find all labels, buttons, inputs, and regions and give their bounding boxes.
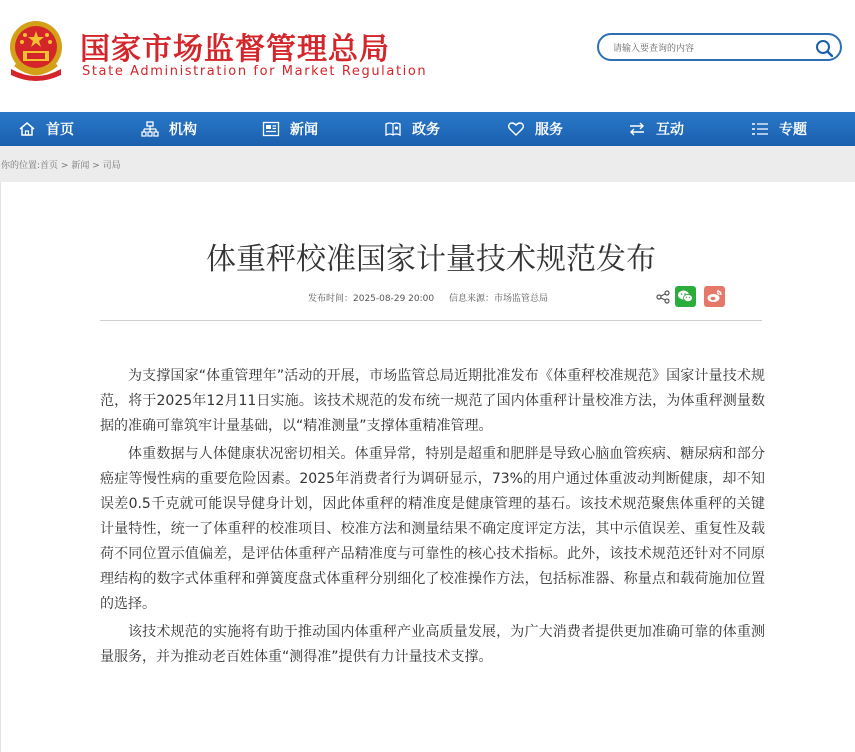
weibo-share-button[interactable] [704, 286, 725, 307]
wechat-icon [675, 286, 696, 307]
article-title: 体重秤校准国家计量技术规范发布 [206, 242, 656, 277]
main-nav [0, 112, 855, 146]
breadcrumb-link-news[interactable]: 新闻 [71, 161, 90, 171]
nav-label: 新闻 [290, 122, 318, 138]
exchange-icon [628, 121, 646, 137]
search-input[interactable] [611, 39, 810, 59]
government-affairs-icon [384, 121, 402, 137]
article-paragraph: 该技术规范的实施将有助于推动国内体重秤产业高质量发展，为广大消费者提供更加准确可靠的体重测量服务，并为推动老百姓体重“测得准”提供有力计量技术支撑。 [100, 624, 765, 665]
search-box [597, 33, 842, 61]
nav-label: 互动 [656, 122, 684, 138]
divider [100, 320, 762, 321]
news-icon [262, 121, 280, 137]
nav-item-topics[interactable] [751, 112, 807, 146]
breadcrumb-link-department[interactable]: 司局 [102, 161, 121, 171]
breadcrumb-separator: > [89, 161, 103, 171]
home-icon [18, 121, 36, 137]
share-icon[interactable] [656, 290, 670, 304]
wechat-share-button[interactable] [675, 286, 696, 307]
breadcrumb-prefix: 你的位置: [1, 161, 41, 171]
search-icon[interactable] [815, 39, 833, 57]
heart-icon [507, 121, 525, 137]
article-body [100, 364, 765, 673]
nav-item-government-affairs[interactable] [384, 112, 440, 146]
weibo-icon [704, 286, 725, 307]
site-header [0, 0, 855, 112]
topic-list-icon [751, 121, 769, 137]
nav-label: 专题 [779, 122, 807, 138]
breadcrumb-bar [0, 146, 855, 182]
national-emblem-icon[interactable] [5, 19, 67, 85]
nav-label: 首页 [46, 122, 74, 138]
nav-label: 服务 [535, 122, 563, 138]
nav-item-home[interactable] [18, 112, 74, 146]
nav-label: 机构 [169, 122, 197, 138]
publish-time: 发布时间：2025-08-29 20:00 [308, 294, 435, 304]
nav-item-interaction[interactable] [628, 112, 684, 146]
org-chart-icon [141, 121, 159, 137]
breadcrumb-link-home[interactable]: 首页 [40, 161, 59, 171]
article-meta [308, 291, 560, 304]
site-subtitle: State Administration for Market Regulation [82, 64, 428, 79]
nav-label: 政务 [412, 122, 440, 138]
nav-item-services[interactable] [507, 112, 563, 146]
site-title[interactable]: 国家市场监督管理总局 [80, 32, 390, 67]
nav-item-news[interactable] [262, 112, 318, 146]
breadcrumb-separator: > [58, 161, 72, 171]
article-paragraph: 为支撑国家“体重管理年”活动的开展，市场监管总局近期批准发布《体重秤校准规范》国家计量技术规范，将于2025年12月11日实施。该技术规范的发布统一规范了国内体重秤计量校准方法，为体重秤测量数据的准确可靠筑牢计量基础，以“精准测量”支撑体重精准管理。 [100, 368, 765, 434]
article-paragraph: 体重数据与人体健康状况密切相关。体重异常，特别是超重和肥胖是导致心脑血管疾病、糖尿病和部分癌症等慢性病的重要危险因素。2025年消费者行为调研显示，73%的用户通过体重波动判断健康，却不知误差0.5千克就可能误导健身计划，因此体重秤的精准度是健康管理的基石。该技术规范聚焦体重秤的关键计量特性，统一了体重秤的校准项目、校准方法和测量结果不确定度评定方法，其中示值误差、重复性及载荷不同位置示值偏差，是评估体重秤产品精准度与可靠性的核心技术指标。此外，该技术规范还针对不同原理结构的数字式体重秤和弹簧度盘式体重秤分别细化了校准操作方法，包括标准器、称量点和载荷施加位置的选择。 [100, 446, 765, 612]
info-source: 信息来源：市场监管总局 [448, 294, 548, 304]
breadcrumb [1, 158, 121, 171]
nav-item-organization[interactable] [141, 112, 197, 146]
